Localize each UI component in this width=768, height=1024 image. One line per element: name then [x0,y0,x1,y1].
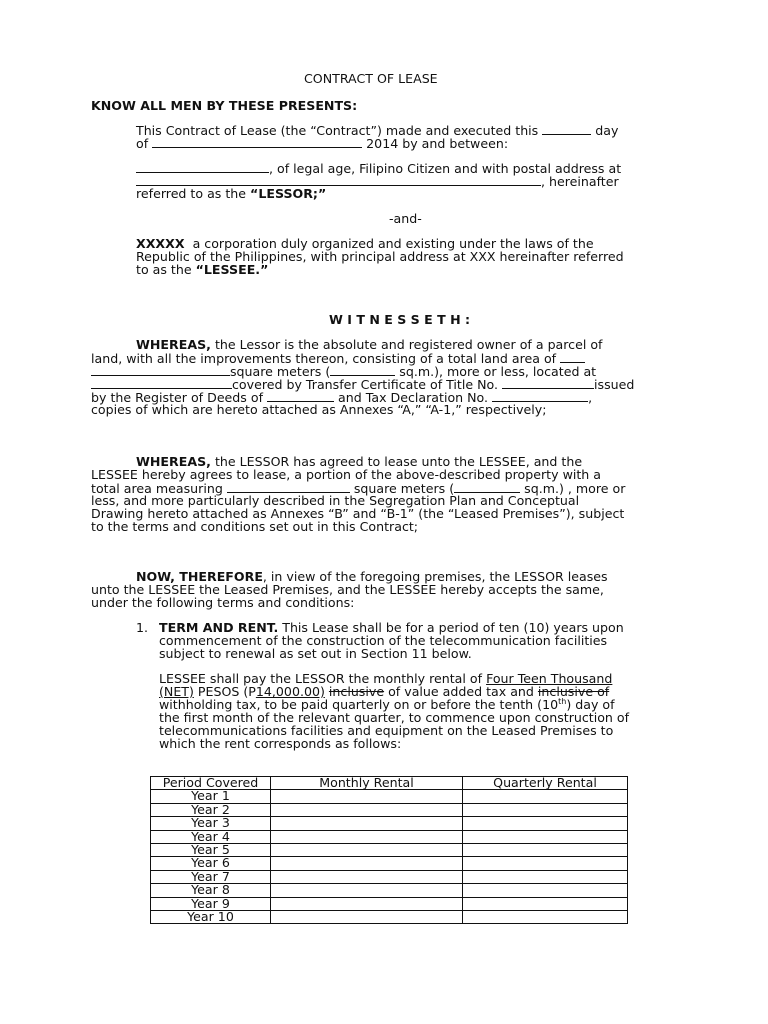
location-blank [91,377,232,389]
quarterly-rental-cell [463,803,628,816]
section1-text-1: This Lease shall be for a period of ten (10) years upon [282,620,624,635]
lessee-text: a corporation duly organized and existing under the laws of the [192,236,594,251]
lessor-line-3 [136,187,326,200]
registry-blank [267,390,334,402]
quarterly-rental-cell [463,911,628,924]
intro-text: This Contract of Lease (the “Contract”) made and executed this [136,123,539,138]
quarterly-rental-cell [463,830,628,843]
rent-ordinal: th [558,697,567,706]
monthly-rental-cell [271,817,463,830]
period-cell: Year 3 [151,817,271,830]
whereas2-line-5: Drawing hereto attached as Annexes “B” and “B-1” (the “Leased Premises”), subject [91,506,625,521]
nowtherefore-line-2: unto the LESSEE the Leased Premises, and the LESSEE hereby accepts the same, [91,582,604,597]
whereas2-text-3a: total area measuring [91,481,223,496]
rent-net: (NET) [159,684,194,699]
period-cell: Year 5 [151,844,271,857]
whereas2-line-4: less, and more particularly described in the Segregation Plan and Conceptual [91,493,580,508]
whereas2-lead: WHEREAS, [136,454,211,469]
period-cell: Year 8 [151,884,271,897]
rent-table-body [151,777,628,924]
leased-area-blank [227,481,350,493]
rent-struck-inclusive: inclusive [328,684,385,699]
lessor-address-blank [136,174,541,186]
quarterly-rental-cell [463,817,628,830]
monthly-rental-cell [271,897,463,910]
monthly-rental-cell [271,870,463,883]
monthly-rental-cell [271,857,463,870]
whereas1-text-3b: sq.m.), more or less, located at [399,364,597,379]
nowtherefore-text-1: , in view of the foregoing premises, the LESSOR leases [262,569,608,584]
intro-day-word: day [595,123,619,138]
lessor-label: “LESSOR;” [250,186,327,201]
section1-heading: TERM AND RENT. [159,620,279,635]
section1-line-2: commencement of the construction of the telecommunication facilities [159,633,608,648]
leased-sqm-blank [454,481,520,493]
and-separator: -and- [389,211,422,226]
whereas1-text-3a: square meters ( [230,364,331,379]
period-cell: Year 2 [151,803,271,816]
monthly-rental-cell [271,911,463,924]
whereas1-text-5c: , [588,390,593,405]
land-area-blank [560,351,585,363]
rent-line-5: telecommunications facilities and equipment on the Leased Premises to [159,723,614,738]
whereas2-text-3c: sq.m.) , more or [524,481,626,496]
period-cell: Year 9 [151,897,271,910]
lessee-line-3 [136,263,268,276]
rent-text-1: LESSEE shall pay the LESSOR the monthly rental of [159,671,483,686]
rent-line-4: the first month of the relevant quarter, to commence upon construction of [159,710,630,725]
intro-year-text: 2014 by and between: [366,136,509,151]
whereas1-text-5b: and Tax Declaration No. [338,390,489,405]
whereas1-text-4b: issued [594,377,635,392]
monthly-rental-cell [271,884,463,897]
monthly-rental-cell [271,790,463,803]
monthly-rental-cell [271,830,463,843]
period-cell: Year 4 [151,830,271,843]
lessee-name: XXXXX [136,236,185,251]
monthly-rental-cell [271,844,463,857]
rent-struck-inclusive-of: inclusive of [537,684,610,699]
section1-line-3: subject to renewal as set out in Section 11 below. [159,646,472,661]
quarterly-rental-cell [463,844,628,857]
quarterly-rental-cell [463,857,628,870]
rent-amount-figures: 14,000.00) [255,684,325,699]
period-cell: Year 10 [151,911,271,924]
page-title: CONTRACT OF LEASE [304,71,438,86]
sqm-blank [330,364,395,376]
quarterly-rental-cell [463,884,628,897]
tct-number-blank [502,377,594,389]
nowtherefore-line-3: under the following terms and conditions: [91,595,355,610]
quarterly-rental-cell [463,897,628,910]
header-quarterly: Quarterly Rental [463,777,628,790]
intro-of-word: of [136,136,149,151]
period-cell: Year 6 [151,857,271,870]
rent-text-3a: withholding tax, to be paid quarterly on or before the tenth (10 [159,697,559,712]
rent-line-6: which the rent corresponds as follows: [159,736,402,751]
lessee-label: “LESSEE.” [195,262,269,277]
header-period: Period Covered [151,777,271,790]
lessee-line-2: Republic of the Philippines, with principal address at XXX hereinafter referred [136,249,624,264]
rent-vat-text: of value added tax and [388,684,534,699]
rent-schedule-table [150,776,628,924]
table-row [151,911,628,924]
intro-line-2 [136,136,508,150]
nowtherefore-lead: NOW, THEREFORE [136,569,263,584]
witnesseth-heading: W I T N E S S E T H : [329,312,471,327]
quarterly-rental-cell [463,870,628,883]
whereas1-lead: WHEREAS, [136,337,211,352]
quarterly-rental-cell [463,790,628,803]
rent-amount-words: Four Teen Thousand [486,671,613,686]
whereas2-text-3b: square meters ( [353,481,455,496]
whereas1-line-1 [136,338,603,351]
whereas2-text-1: the LESSOR has agreed to lease unto the LESSEE, and the [214,454,583,469]
lessor-name-blank [136,161,269,173]
whereas1-text-2: land, with all the improvements thereon, consisting of a total land area of [91,351,557,366]
lessee-referred: to as the [136,262,192,277]
preamble: KNOW ALL MEN BY THESE PRESENTS: [91,98,358,113]
monthly-rental-cell [271,803,463,816]
tax-declaration-blank [492,390,588,402]
whereas2-line-2: LESSEE hereby agrees to lease, a portion of the above-described property with a [91,467,602,482]
whereas1-text-4a: covered by Transfer Certificate of Title No. [232,377,499,392]
whereas1-line-6: copies of which are hereto attached as Annexes “A,” “A-1,” respectively; [91,402,547,417]
lessor-text: , of legal age, Filipino Citizen and with postal address at [269,161,622,176]
land-area-words-blank [91,364,230,376]
lessor-referred: referred to as the [136,186,247,201]
day-blank [542,123,591,135]
month-blank [152,136,362,148]
period-cell: Year 7 [151,870,271,883]
header-monthly: Monthly Rental [271,777,463,790]
rent-text-3b: ) day of [566,697,615,712]
period-cell: Year 1 [151,790,271,803]
section1-number: 1. [136,620,149,635]
rent-pesos: PESOS (P [197,684,256,699]
whereas2-line-6: to the terms and conditions set out in this Contract; [91,519,419,534]
lessor-hereinafter: , hereinafter [541,174,619,189]
whereas1-text-5a: by the Register of Deeds of [91,390,264,405]
whereas1-text-1: the Lessor is the absolute and registered owner of a parcel of [214,337,603,352]
